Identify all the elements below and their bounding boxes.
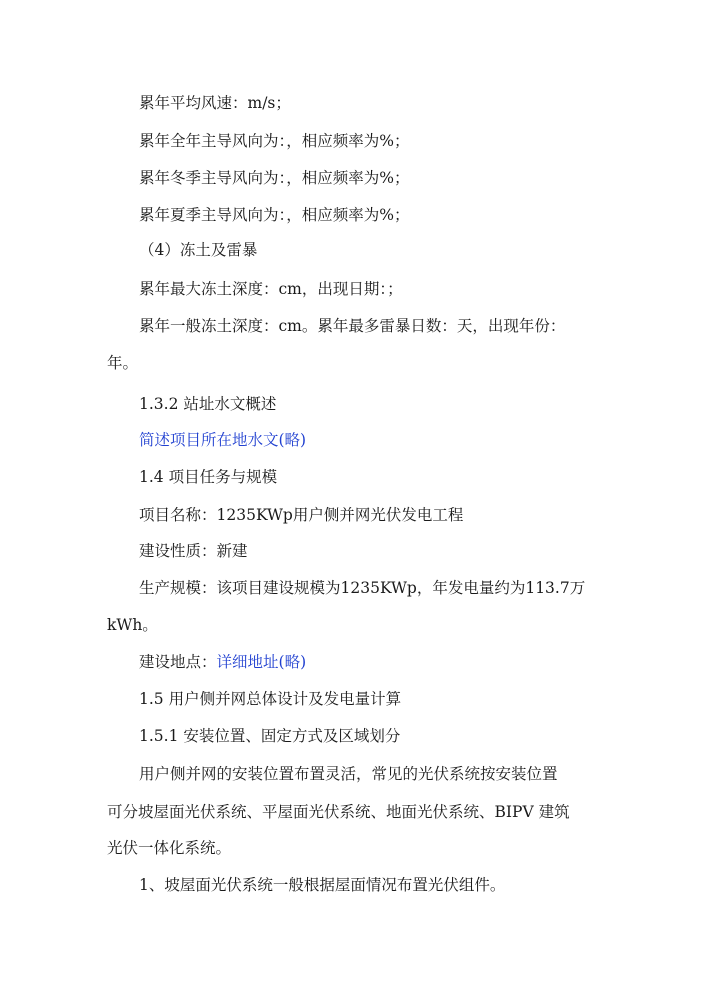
construction-nature-line: 建设性质：新建 <box>139 542 248 560</box>
paragraph-line-1: 用户侧并网的安装位置布置灵活，常见的光伏系统按安装位置 <box>139 765 558 783</box>
wind-speed-line: 累年平均风速：m/s； <box>139 94 291 112</box>
annual-wind-direction-line: 累年全年主导风向为：，相应频率为%； <box>139 132 410 150</box>
section-1-3-2-heading: 1.3.2 站址水文概述 <box>139 395 277 413</box>
frost-thunder-heading: （4）冻土及雷暴 <box>139 241 258 259</box>
normal-frost-depth-line: 累年一般冻土深度：cm。累年最多雷暴日数：天，出现年份： <box>139 317 566 335</box>
summer-wind-direction-line: 累年夏季主导风向为：，相应频率为%； <box>139 206 410 224</box>
item-1-line: 1、坡屋面光伏系统一般根据屋面情况布置光伏组件。 <box>139 876 506 894</box>
detailed-address-link: 详细地址(略) <box>216 653 307 671</box>
construction-site-label: 建设地点： <box>139 653 217 671</box>
kwh-continuation-line: kWh。 <box>107 616 158 634</box>
section-1-5-1-heading: 1.5.1 安装位置、固定方式及区域划分 <box>139 727 401 745</box>
paragraph-line-2: 可分坡屋面光伏系统、平屋面光伏系统、地面光伏系统、BIPV 建筑 <box>107 803 570 821</box>
hydrology-summary-link: 简述项目所在地水文(略) <box>139 431 307 449</box>
year-continuation-line: 年。 <box>107 354 139 372</box>
winter-wind-direction-line: 累年冬季主导风向为：，相应频率为%； <box>139 169 410 187</box>
paragraph-line-3: 光伏一体化系统。 <box>107 839 232 857</box>
section-1-5-heading: 1.5 用户侧并网总体设计及发电量计算 <box>139 690 402 708</box>
project-name-line: 项目名称：1235KWp用户侧并网光伏发电工程 <box>139 506 464 524</box>
max-frost-depth-line: 累年最大冻土深度：cm，出现日期：； <box>139 280 403 298</box>
construction-site-line <box>139 652 306 672</box>
section-1-4-heading: 1.4 项目任务与规模 <box>139 468 278 486</box>
production-scale-line: 生产规模：该项目建设规模为1235KWp，年发电量约为113.7万 <box>139 579 586 597</box>
